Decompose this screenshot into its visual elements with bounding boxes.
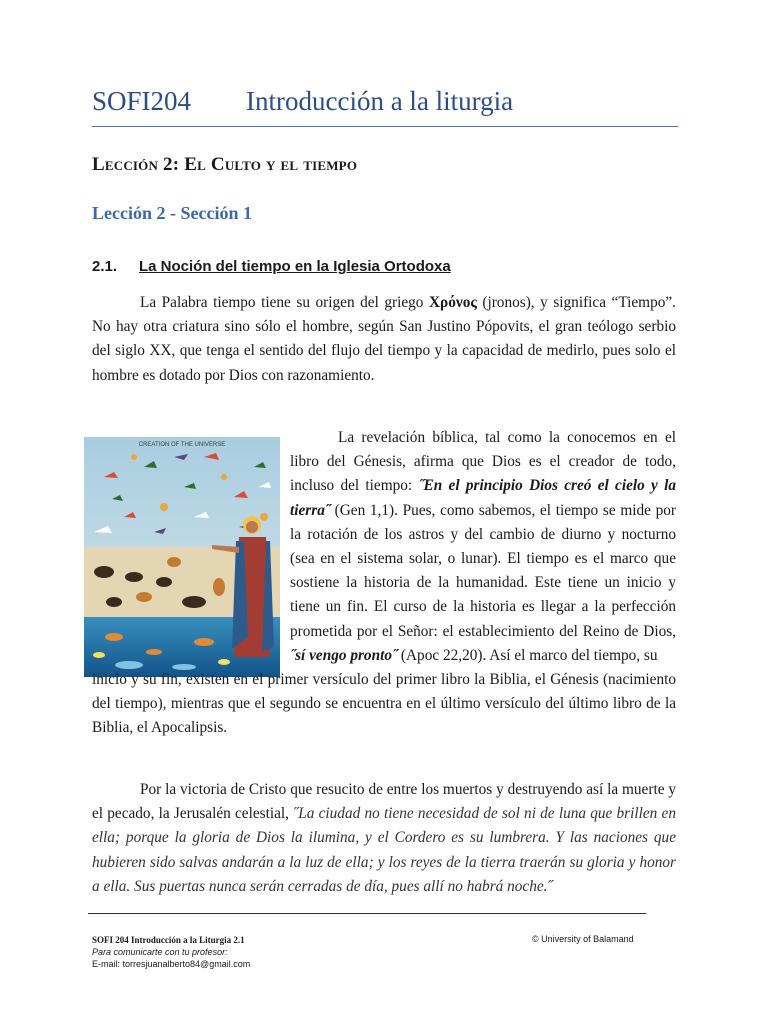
genesis-quote: ˝En el principio Dios creó el cielo y la tierra˝ [290, 477, 676, 519]
course-title: Introducción a la liturgia [246, 86, 514, 116]
p2-text-a: La revelación bíblica, tal como la conocemos en el libro del Génesis, afirma que Dios es el creador de todo, incluso del tiempo: [290, 429, 676, 495]
footer [92, 934, 250, 970]
section-title: Lección 2 - Sección 1 [92, 203, 252, 223]
p2-text-c: (Apoc 22,20). Así el marco del tiempo, su [397, 646, 658, 664]
footer-course: SOFI 204 Introducción a la Liturgia 2.1 [92, 935, 245, 945]
footer-email: E-mail: torresjuanalberto84@gmail.com [92, 959, 251, 969]
paragraph-1 [92, 291, 676, 388]
creation-icon-image [84, 437, 280, 677]
revelation-quote: ˝La ciudad no tiene necesidad de sol ni de luna que brillen en ella; porque la gloria de Dios la ilumina, y el Cordero es su lumbrera. Y las naciones que hubieren sido salvas andarán a la luz de ella; y los reyes de la tierra traerán su gloria y honor a ella. Sus puertas nunca serán cerradas de día, pues allí no habrá noche.˝ [92, 805, 676, 895]
document-header [92, 86, 678, 127]
p1-text-b: (jronos), y significa “Tiempo”. No hay otra criatura sino sólo el hombre, según San Justino Pópovits, el gran teólogo serbio del siglo XX, que tenga el sentido del flujo del tiempo y la capacidad de medirlo, pues solo el hombre es dotado por Dios con razonamiento. [92, 294, 676, 384]
subsection-title: La Noción del tiempo en la Iglesia Ortodoxa [139, 258, 451, 275]
course-code: SOFI204 [92, 86, 192, 116]
lesson-title: Lección 2: El Culto y el tiempo [92, 154, 358, 175]
footer-contact: Para comunicarte con tu profesor: [92, 947, 228, 957]
apocalypse-quote: ˝sí vengo pronto˝ [290, 646, 398, 664]
p4-text-a: Por la victoria de Cristo que resucito de entre los muertos y destruyendo así la muerte y el pecado, la Jerusalén celestial, [92, 781, 676, 823]
paragraph-4 [92, 778, 676, 899]
footer-copyright: © University of Balamand [532, 934, 634, 944]
paragraph-3: inicio y su fin, existen en el primer versículo del primer libro la Biblia, el Génesis (nacimiento del tiempo), mientras que el segundo se encuentra en el último versículo del último libro de la Biblia, el Apocalipsis. [92, 671, 676, 737]
footer-divider [88, 913, 646, 914]
greek-word: Χρόνος [428, 294, 477, 311]
p2-text-b: (Gen 1,1). Pues, como sabemos, el tiempo se mide por la rotación de los astros y del cambio de diurno y nocturno (sea en el sistema solar, o lunar). El tiempo es el marco que sostiene la historia de la humanidad. Este tiene un inicio y tiene un fin. El curso de la historia es llegar a la perfección prometida por el Señor: el establecimiento del Reino de Dios, [290, 501, 676, 640]
subsection-number: 2.1. [92, 258, 118, 275]
paragraph-2 [290, 426, 676, 668]
p1-text-a: La Palabra tiempo tiene su origen del griego [140, 294, 429, 311]
image-caption: CREATION OF THE UNIVERSE [138, 442, 226, 448]
